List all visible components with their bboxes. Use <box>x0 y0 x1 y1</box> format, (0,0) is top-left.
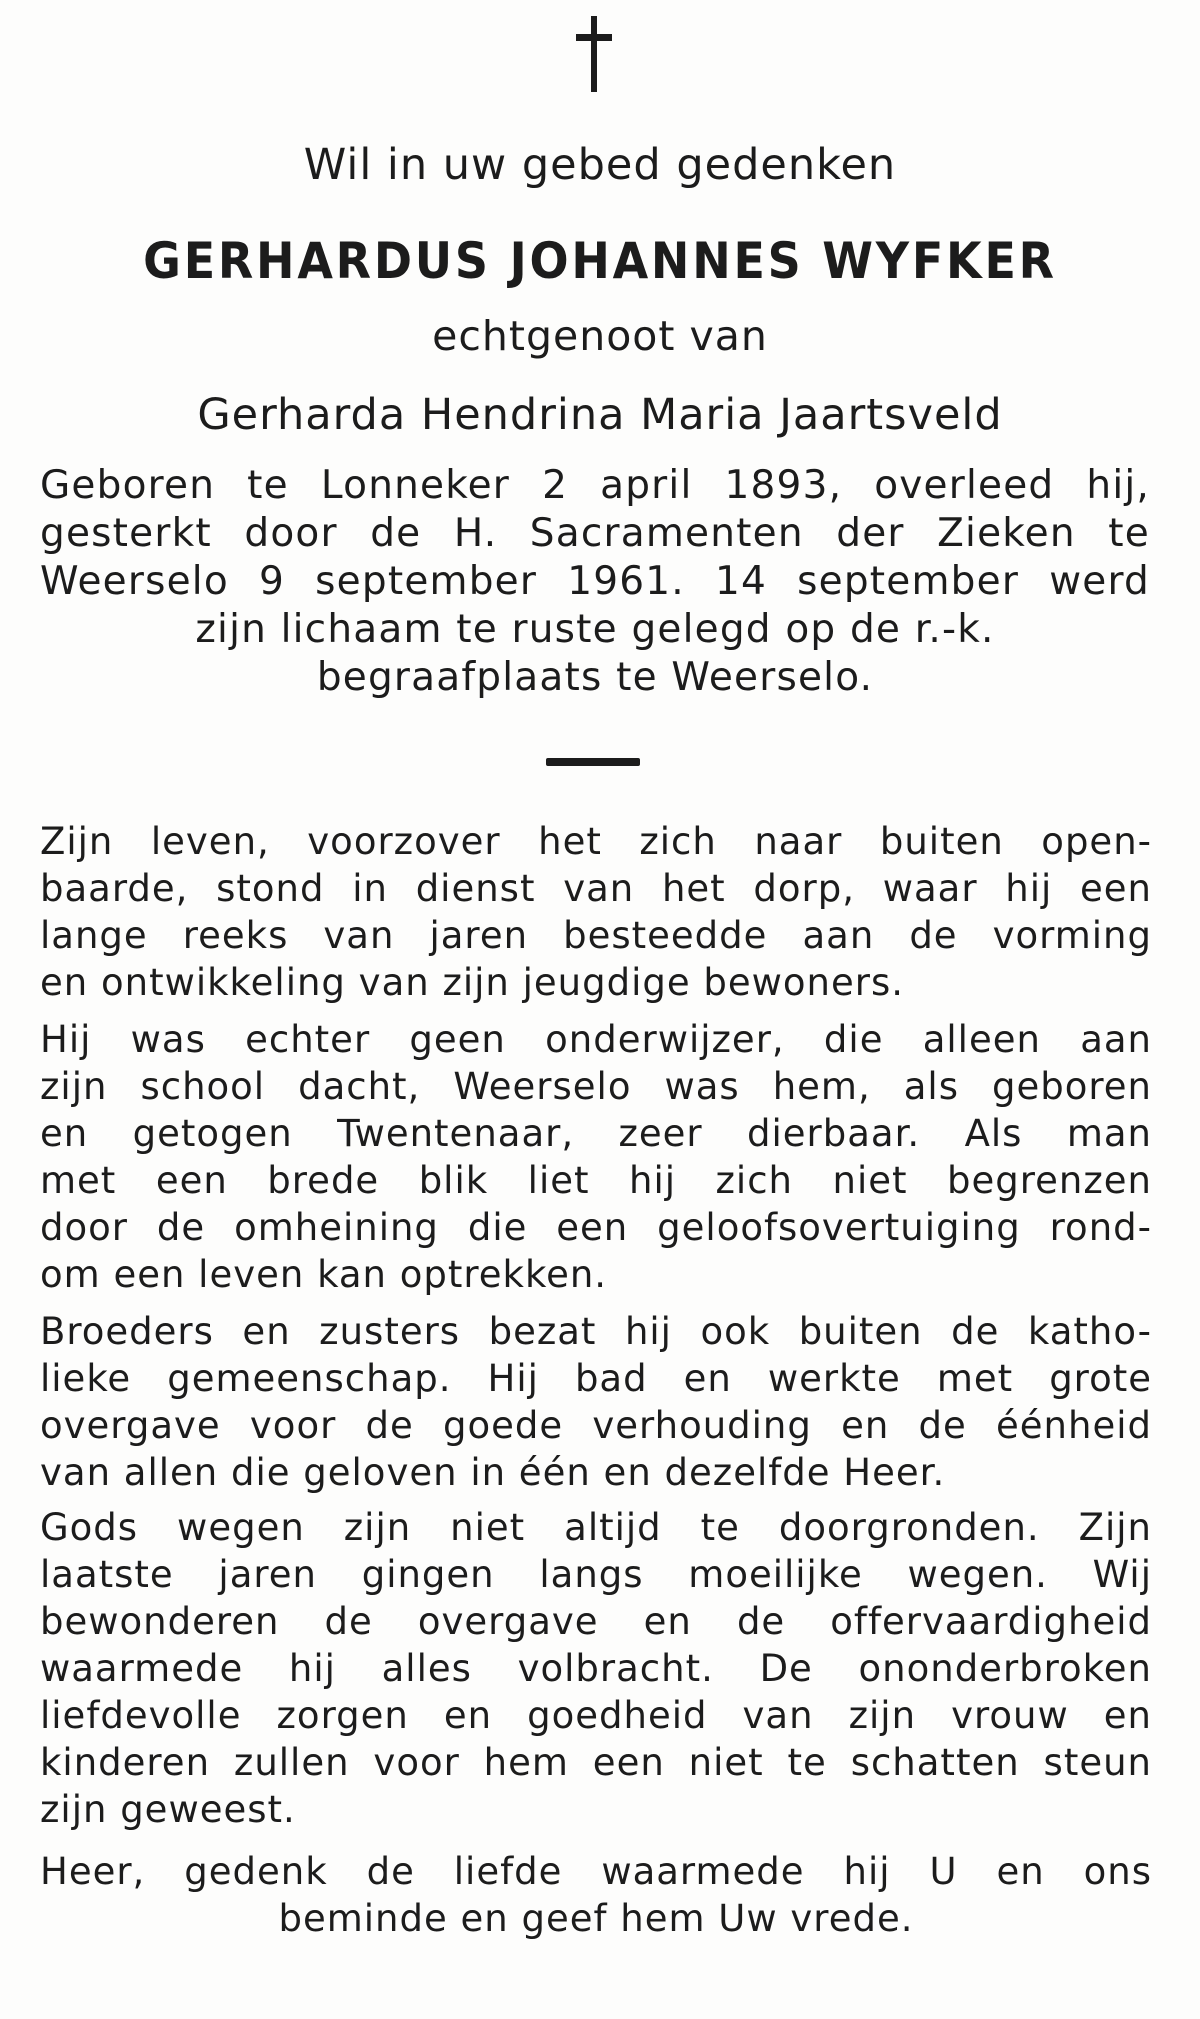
paragraph-line: baarde, stond in dienst van het dorp, waar hij een <box>40 867 1152 910</box>
paragraph-community <box>40 1308 1152 1496</box>
paragraph-line: om een leven kan optrekken. <box>40 1253 608 1296</box>
paragraph-line: kinderen zullen voor hem een niet te schatten steun <box>40 1741 1152 1784</box>
paragraph-line: Broeders en zusters bezat hij ook buiten de katho- <box>40 1310 1152 1353</box>
deceased-name: GERHARDUS JOHANNES WYFKER <box>143 232 1057 290</box>
notice-line: zijn lichaam te ruste gelegd op de r.-k. <box>195 607 995 652</box>
closing-prayer <box>40 1848 1152 1942</box>
notice-line: Geboren te Lonneker 2 april 1893, overleed hij, <box>40 463 1150 508</box>
paragraph-line: zijn geweest. <box>40 1788 296 1831</box>
paragraph-line: Hij was echter geen onderwijzer, die alleen aan <box>40 1018 1152 1061</box>
notice-line: gesterkt door de H. Sacramenten der Zieken te <box>40 511 1150 556</box>
paragraph-line: beminde en geef hem Uw vrede. <box>278 1897 914 1940</box>
paragraph-line: zijn school dacht, Weerselo was hem, als geboren <box>40 1065 1152 1108</box>
paragraph-line: laatste jaren gingen langs moeilijke wegen. Wij <box>40 1553 1152 1596</box>
paragraph-line: met een brede blik liet hij zich niet begrenzen <box>40 1159 1152 1202</box>
paragraph-line: bewonderen de overgave en de offervaardigheid <box>40 1600 1152 1643</box>
paragraph-life <box>40 818 1152 1006</box>
paragraph-line: Heer, gedenk de liefde waarmede hij U en ons <box>40 1850 1152 1893</box>
latin-cross-icon <box>572 14 616 94</box>
paragraph-line: en ontwikkeling van zijn jeugdige bewoners. <box>40 961 905 1004</box>
paragraph-line: Zijn leven, voorzover het zich naar buiten open- <box>40 820 1152 863</box>
birth-death-notice <box>40 462 1150 702</box>
paragraph-line: overgave voor de goede verhouding en de éénheid <box>40 1404 1152 1447</box>
paragraph-line: lange reeks van jaren besteedde aan de vorming <box>40 914 1152 957</box>
paragraph-line: van allen die geloven in één en dezelfde Heer. <box>40 1451 946 1494</box>
paragraph-line: waarmede hij alles volbracht. De ononderbroken <box>40 1647 1152 1690</box>
paragraph-line: lieke gemeenschap. Hij bad en werkte met grote <box>40 1357 1152 1400</box>
section-divider <box>546 758 640 766</box>
notice-line: begraafplaats te Weerselo. <box>316 655 874 700</box>
invocation-line: Wil in uw gebed gedenken <box>303 140 897 190</box>
notice-line: Weerselo 9 september 1961. 14 september werd <box>40 559 1150 604</box>
paragraph-line: door de omheining die een geloofsovertuiging rond- <box>40 1206 1152 1249</box>
paragraph-line: liefdevolle zorgen en goedheid van zijn vrouw en <box>40 1694 1152 1737</box>
spouse-name: Gerharda Hendrina Maria Jaartsveld <box>197 390 1003 440</box>
paragraph-line: Gods wegen zijn niet altijd te doorgronden. Zijn <box>40 1506 1152 1549</box>
paragraph-final-years <box>40 1504 1152 1833</box>
paragraph-line: en getogen Twentenaar, zeer dierbaar. Als man <box>40 1112 1152 1155</box>
paragraph-teacher <box>40 1016 1152 1298</box>
spouse-label: echtgenoot van <box>432 312 768 360</box>
